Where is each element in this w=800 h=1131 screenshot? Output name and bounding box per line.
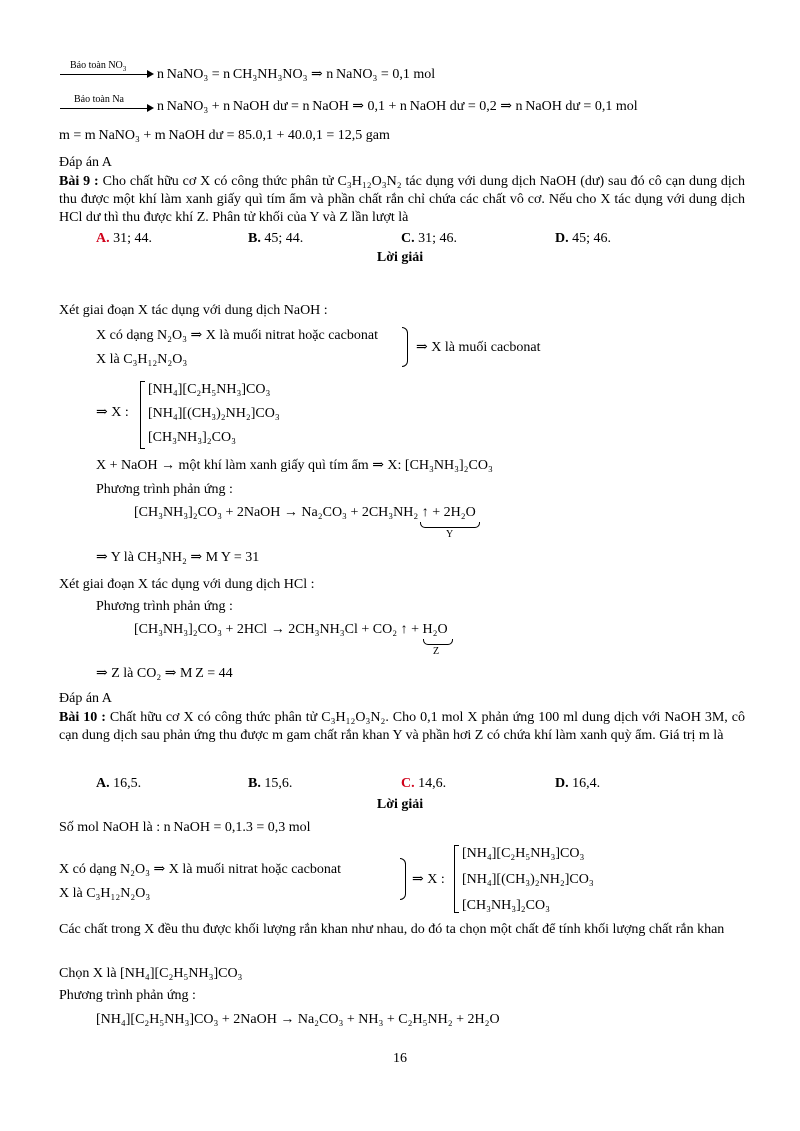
q9-step-12: ⇒ Z là CO₂ ⇒ M Z = 44	[96, 666, 233, 681]
equation-line-3: m = m NaNO₃ + m NaOH dư = 85.0,1 + 40.0,1 = 12,5 gam	[59, 128, 390, 143]
q10-step-7: Phương trình phản ứng :	[59, 988, 196, 1003]
q10-reaction: [NH₄][C₂H₅NH₃]CO₃ + 2NaOH → Na₂CO₃ + NH₃ + C₂H₅NH₂ + 2H₂O	[96, 1012, 500, 1027]
q9-step-9: Xét giai đoạn X tác dụng với dung dịch HCl :	[59, 577, 315, 592]
q9-step-5: X + NaOH → một khí làm xanh giấy quì tím ẩm ⇒ X: [CH₃NH₃]₂CO₃	[96, 458, 493, 473]
q10-bracket-list	[454, 845, 459, 913]
q9-step-3-result: ⇒ X là muối cacbonat	[416, 340, 541, 355]
q10-option-c: C. 14,6.	[401, 776, 447, 791]
question-10-text: Chất hữu cơ X có công thức phân tử C₃H₁₂O₃N₂. Cho 0,1 mol X phản ứng 100 ml dung dịch với NaOH 3M, cô cạn dung dịch sau phản ứng thu được m gam chất rắn khan Y và phần hơi Z có chứa khí làm xanh quỳ ẩm. Giá trị m là	[59, 710, 745, 743]
q10-step-3-result: ⇒ X :	[412, 872, 445, 887]
q10-step-2: X có dạng N₂O₃ ⇒ X là muối nitrat hoặc cacbonat	[59, 862, 341, 877]
q9-option-b: B. 45; 44.	[248, 231, 304, 246]
q9-step-3: X là C₃H₁₂N₂O₃	[96, 352, 188, 367]
q9-option-a: A. 31; 44.	[96, 231, 153, 246]
q9-bracket-list	[140, 381, 145, 449]
question-9	[59, 173, 745, 227]
q9-underbrace-y	[420, 522, 480, 528]
q9-candidate-2: [NH₄][(CH₃)₂NH₂]CO₃	[148, 406, 280, 421]
q10-solution-title: Lời giải	[376, 797, 424, 812]
q10-option-d: D. 16,4.	[555, 776, 601, 791]
q10-step-5: Các chất trong X đều thu được khối lượng rắn khan như nhau, do đó ta chọn một chất để tính khối lượng chất rắn khan	[59, 922, 725, 937]
q10-option-a: A. 16,5.	[96, 776, 142, 791]
q9-step-6: Phương trình phản ứng :	[96, 482, 233, 497]
q9-brace-1	[402, 327, 408, 367]
equation-line-1: n NaNO₃ = n CH₃NH₃NO₃ ⇒ n NaNO₃ = 0,1 mol	[157, 67, 436, 82]
q9-solution-title: Lời giải	[376, 250, 424, 265]
q9-option-c: C. 31; 46.	[401, 231, 458, 246]
answer-prev: Đáp án A	[59, 155, 112, 170]
q9-step-1: Xét giai đoạn X tác dụng với dung dịch NaOH :	[59, 303, 328, 318]
q10-candidate-2: [NH₄][(CH₃)₂NH₂]CO₃	[462, 872, 594, 887]
q9-reaction-1: [CH₃NH₃]₂CO₃ + 2NaOH → Na₂CO₃ + 2CH₃NH₂ ↑ + 2H₂O	[134, 505, 476, 520]
q9-candidate-1: [NH₄][C₂H₅NH₃]CO₃	[148, 382, 271, 397]
question-10-label: Bài 10 :	[59, 710, 106, 725]
arrow-no3	[60, 74, 152, 75]
q10-step-6: Chọn X là [NH₄][C₂H₅NH₃]CO₃	[59, 966, 243, 981]
equation-line-2: n NaNO₃ + n NaOH dư = n NaOH ⇒ 0,1 + n NaOH dư = 0,2 ⇒ n NaOH dư = 0,1 mol	[157, 99, 638, 114]
q9-step-2: X có dạng N₂O₃ ⇒ X là muối nitrat hoặc cacbonat	[96, 328, 378, 343]
q9-option-d: D. 45; 46.	[555, 231, 612, 246]
page-number: 16	[393, 1051, 407, 1066]
question-9-text: Cho chất hữu cơ X có công thức phân tử C₃H₁₂O₃N₂ tác dụng với dung dịch NaOH (dư) sau đó cô cạn dung dịch thu được một khí làm xanh giấy quì tím ẩm và phần chất rắn chỉ chứa các chất vô cơ. Nếu cho X tác dụng với dung dịch HCl dư thì thu được khí Z. Phân tử khối của Y và Z lần lượt là	[59, 174, 746, 225]
q9-label-y: Y	[446, 529, 454, 540]
q10-brace-1	[400, 858, 406, 900]
q10-step-3: X là C₃H₁₂N₂O₃	[59, 886, 151, 901]
q9-step-4-prefix: ⇒ X :	[96, 405, 129, 420]
arrow-label-no3: Bảo toàn $NO_3$	[70, 60, 127, 73]
arrow-label-na: Bảo toàn Na	[74, 94, 124, 105]
q9-candidate-3: [CH₃NH₃]₂CO₃	[148, 430, 236, 445]
q9-step-10: Phương trình phản ứng :	[96, 599, 233, 614]
q9-label-z: Z	[433, 646, 440, 657]
q10-option-b: B. 15,6.	[248, 776, 293, 791]
q9-underbrace-z	[423, 639, 453, 645]
arrow-na	[60, 108, 152, 109]
q10-candidate-3: [CH₃NH₃]₂CO₃	[462, 898, 550, 913]
q10-candidate-1: [NH₄][C₂H₅NH₃]CO₃	[462, 846, 585, 861]
q9-answer: Đáp án A	[59, 691, 112, 706]
q10-step-1: Số mol NaOH là : n NaOH = 0,1.3 = 0,3 mol	[59, 820, 311, 835]
q9-step-8: ⇒ Y là CH₃NH₂ ⇒ M Y = 31	[96, 550, 260, 565]
q9-reaction-2: [CH₃NH₃]₂CO₃ + 2HCl → 2CH₃NH₃Cl + CO₂ ↑ + H₂O	[134, 622, 448, 637]
question-9-label: Bài 9 :	[59, 174, 99, 189]
question-10	[59, 709, 745, 745]
